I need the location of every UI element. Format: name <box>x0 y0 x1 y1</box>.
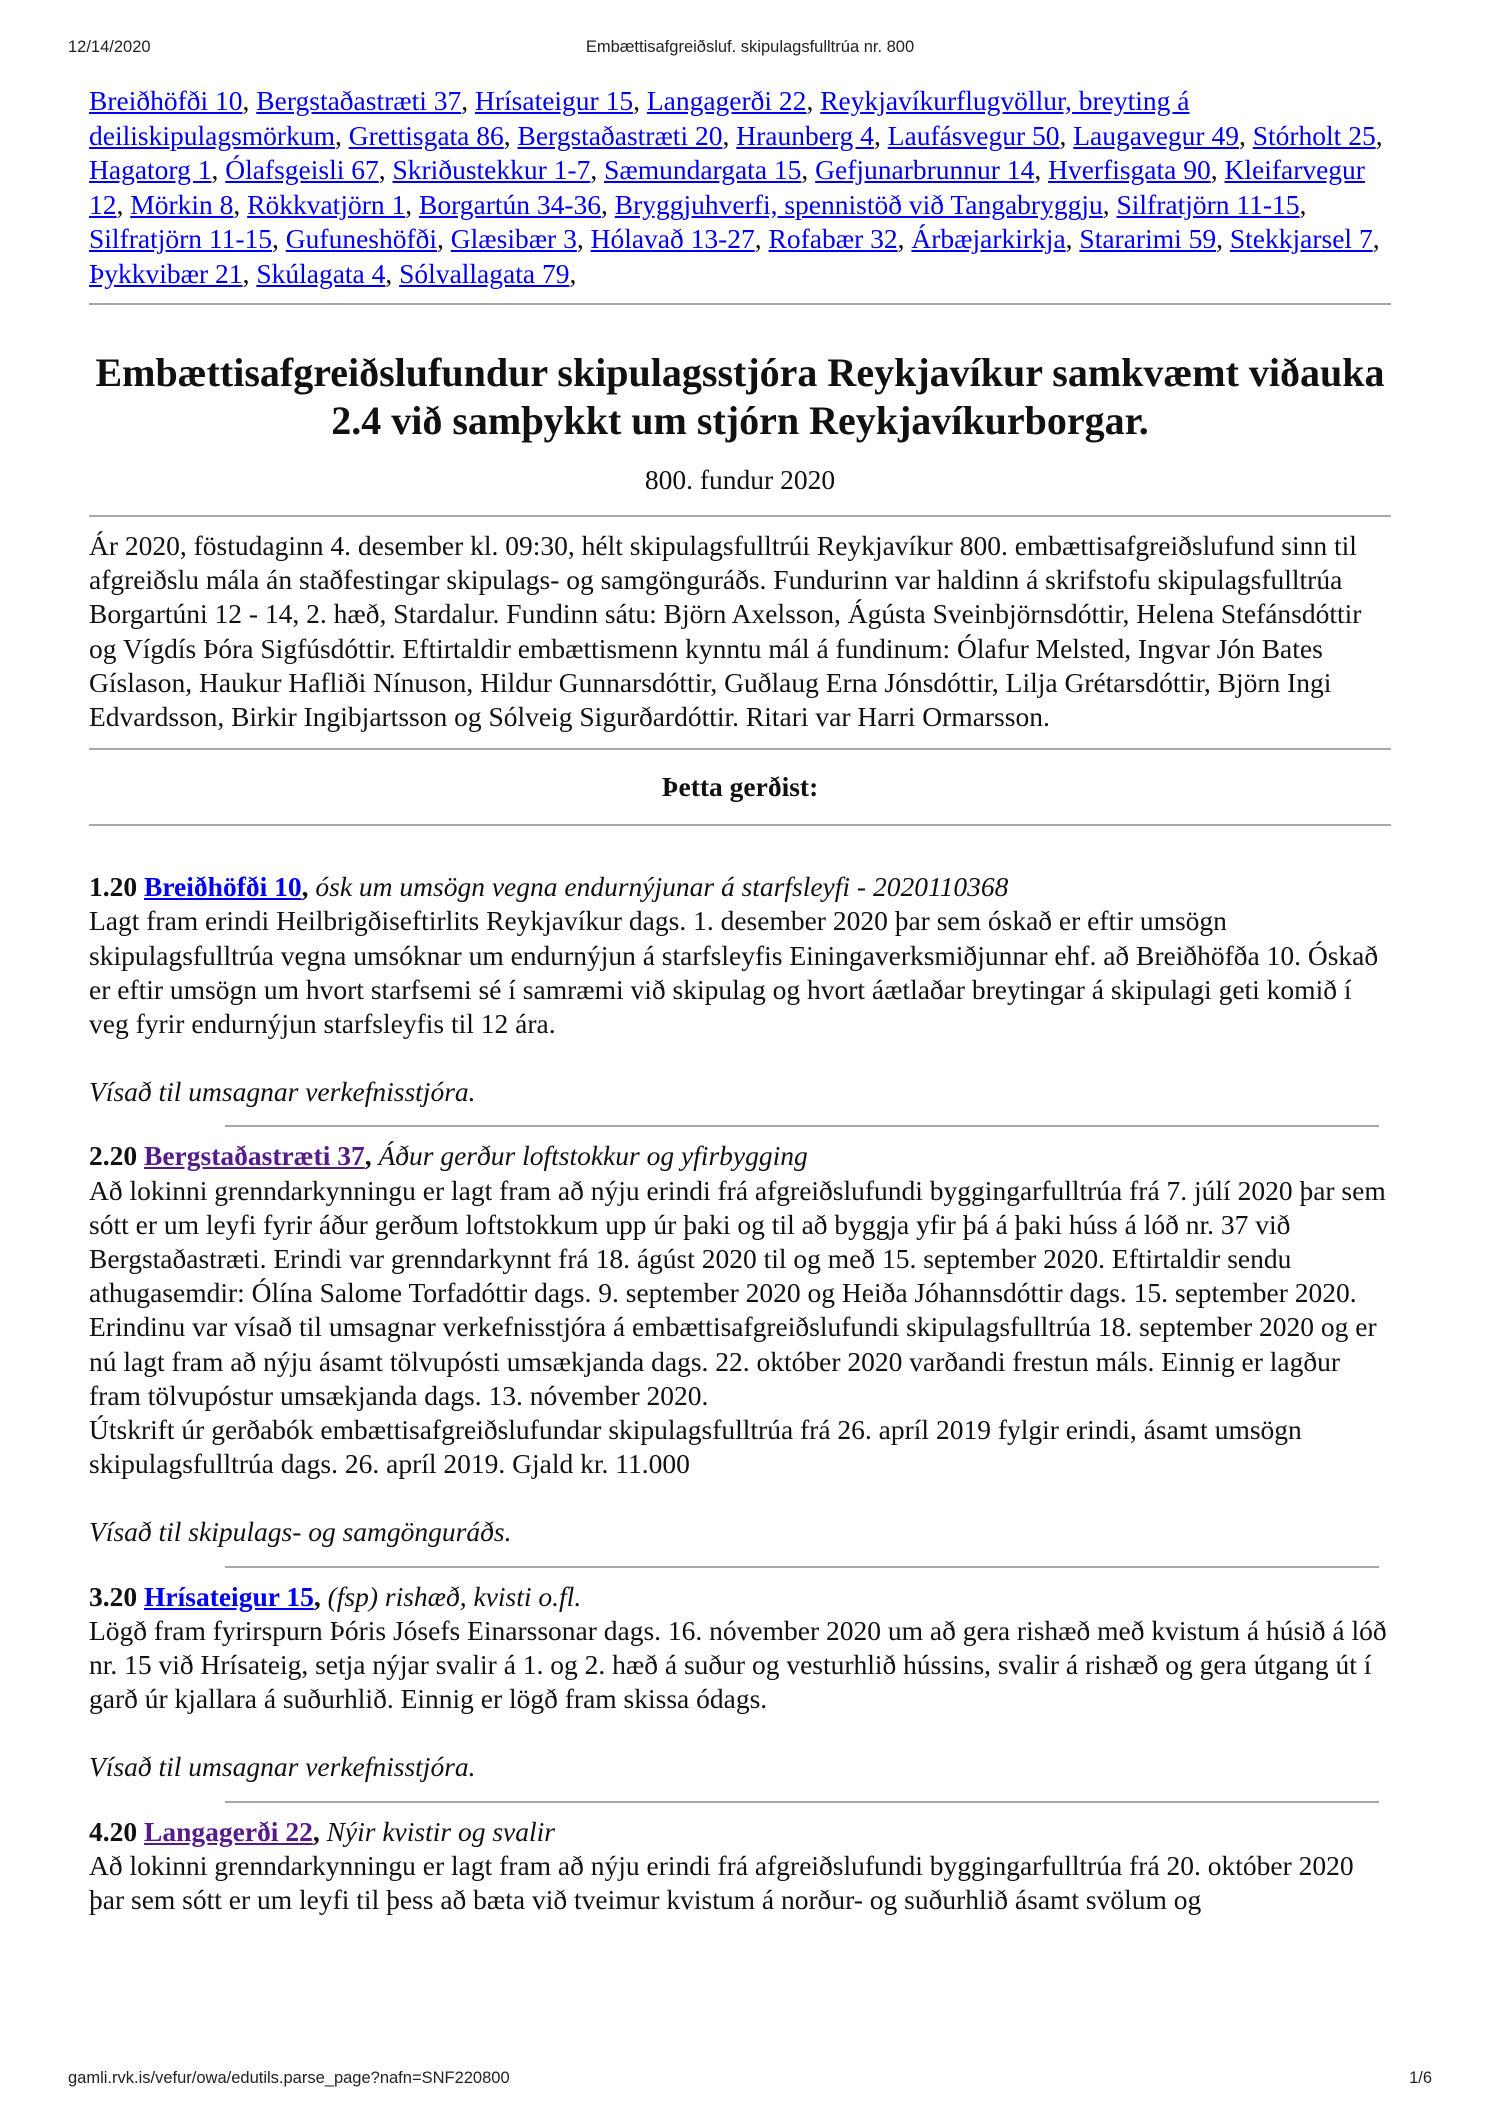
address-link[interactable]: Hólavað 13-27 <box>590 223 755 254</box>
address-link[interactable]: Breiðhöfði 10 <box>89 85 243 116</box>
item-description: Áður gerður loftstokkur og yfirbygging <box>378 1140 808 1172</box>
item-description: ósk um umsögn vegna endurnýjunar á starfsleyfi - 2020110368 <box>315 871 1009 903</box>
divider <box>225 1801 1379 1803</box>
print-date: 12/14/2020 <box>68 38 151 56</box>
divider <box>89 748 1391 750</box>
address-link[interactable]: Langagerði 22 <box>646 85 807 116</box>
print-footer <box>68 2069 1432 2093</box>
address-link[interactable]: Rökkvatjörn 1 <box>247 188 406 220</box>
address-link[interactable]: Rofabær 32 <box>768 223 898 254</box>
address-link[interactable]: Kleifarvegur 12 <box>89 154 1365 220</box>
address-link[interactable]: Reykjavíkurflugvöllur, breyting á deiliskipulagsmörkum <box>89 85 1190 151</box>
address-link[interactable]: Silfratjörn 11-15 <box>89 223 273 254</box>
page-content <box>89 84 1391 1917</box>
print-page-number: 1/6 <box>1409 2069 1432 2087</box>
address-link[interactable]: Grettisgata 86 <box>348 119 504 151</box>
divider <box>89 303 1391 305</box>
agenda-item <box>89 870 1391 1109</box>
agenda-item-heading: 3.20 Hrísateigur 15, (fsp) rishæð, kvisti o.fl. <box>89 1580 582 1612</box>
meeting-number: 800. fundur 2020 <box>644 464 836 495</box>
item-conclusion: Vísað til skipulags- og samgönguráðs. <box>89 1516 512 1548</box>
section-heading: Þetta gerðist: <box>661 771 819 803</box>
address-link[interactable]: Mörkin 8 <box>130 188 234 220</box>
item-conclusion: Vísað til umsagnar verkefnisstjóra. <box>89 1751 476 1783</box>
address-link[interactable]: Hrísateigur 15 <box>475 85 634 116</box>
address-link[interactable]: Skúlagata 4 <box>256 257 386 289</box>
item-paragraph: Lögð fram fyrirspurn Þóris Jósefs Einarssonar dags. 16. nóvember 2020 um að gera rishæð með kvistum á húsið á lóð nr. 15 við Hrísateig, setja nýjar svalir á 1. og 2. hæð á suður og vesturhlið hússins, svalir á rishæð og gera útgang út í garð úr kjallara á suðurhlið. Einnig er lögð fram skissa ódags. <box>89 1614 1387 1715</box>
divider <box>225 1125 1379 1127</box>
divider <box>89 515 1391 517</box>
agenda-item <box>89 1580 1391 1785</box>
item-paragraph: Að lokinni grenndarkynningu er lagt fram að nýju erindi frá afgreiðslufundi byggingarfulltrúa frá 7. júlí 2020 þar sem sótt er um leyfi fyrir áður gerðum loftstokkum upp úr þaki og til að byggja yfir þá á þaki húss á lóð nr. 37 við Bergstaðastræti. Erindi var grenndarkynnt frá 18. ágúst 2020 til og með 15. september 2020. Eftirtaldir sendu athugasemdir: Ólína Salome Torfadóttir dags. 9. september 2020 og Heiða Jóhannsdóttir dags. 15. september 2020. Erindinu var vísað til umsagnar verkefnisstjóra á embættisafgreiðslufundi skipulagsfulltrúa 18. september 2020 og er nú lagt fram að nýju ásamt tölvupósti umsækjanda dags. 22. október 2020 varðandi frestun máls. Einnig er lagður fram tölvupóstur umsækjanda dags. 13. nóvember 2020. <box>89 1174 1386 1411</box>
item-description: (fsp) rishæð, kvisti o.fl. <box>327 1580 582 1612</box>
address-link[interactable]: Sæmundargata 15 <box>604 154 802 185</box>
address-link[interactable]: Hraunberg 4 <box>736 119 874 151</box>
address-link[interactable]: Gufuneshöfði <box>285 223 438 254</box>
address-link[interactable]: Borgartún 34-36 <box>419 188 602 220</box>
address-link[interactable]: Sólvallagata 79 <box>399 257 570 289</box>
item-number: 2.20 <box>89 1140 138 1172</box>
divider <box>89 824 1391 826</box>
address-link[interactable]: Stórholt 25 <box>1252 119 1376 151</box>
address-link[interactable]: Silfratjörn 11-15 <box>1116 188 1300 220</box>
address-link[interactable]: Stekkjarsel 7 <box>1229 223 1373 254</box>
agenda-item-heading: 1.20 Breiðhöfði 10, ósk um umsögn vegna endurnýjunar á starfsleyfi - 2020110368 <box>89 871 1009 903</box>
address-link[interactable]: Laufásvegur 50 <box>887 119 1060 151</box>
address-link[interactable]: Ólafsgeisli 67 <box>225 154 379 185</box>
item-address-link[interactable]: Hrísateigur 15 <box>144 1580 314 1612</box>
print-url: gamli.rvk.is/vefur/owa/edutils.parse_page?nafn=SNF220800 <box>68 2069 510 2087</box>
address-link[interactable]: Laugavegur 49 <box>1073 119 1239 151</box>
agenda-item-heading: 2.20 Bergstaðastræti 37, Áður gerður loftstokkur og yfirbygging <box>89 1140 808 1172</box>
print-header <box>68 38 1432 62</box>
item-number: 4.20 <box>89 1815 138 1847</box>
meeting-intro: Ár 2020, föstudaginn 4. desember kl. 09:30, hélt skipulagsfulltrúi Reykjavíkur 800. embættisafgreiðslufund sinn til afgreiðslu mála án staðfestingar skipulags- og samgönguráðs. Fundurinn var haldinn á skrifstofu skipulagsfulltrúa Borgartúni 12 - 14, 2. hæð, Stardalur. Fundinn sátu: Björn Axelsson, Ágústa Sveinbjörnsdóttir, Helena Stefánsdóttir og Vígdís Þóra Sigfúsdóttir. Eftirtaldir embættismenn kynntu mál á fundinum: Ólafur Melsted, Ingvar Jón Bates Gíslason, Haukur Hafliði Nínuson, Hildur Gunnarsdóttir, Guðlaug Erna Jónsdóttir, Lilja Grétarsdóttir, Björn Ingi Edvardsson, Birkir Ingibjartsson og Sólveig Sigurðardóttir. Ritari var Harri Ormarsson. <box>89 530 1362 733</box>
agenda-item-heading: 4.20 Langagerði 22, Nýir kvistir og svalir <box>89 1815 555 1847</box>
agenda-item <box>89 1139 1391 1549</box>
address-link[interactable]: Hverfisgata 90 <box>1048 154 1211 185</box>
item-description: Nýir kvistir og svalir <box>326 1815 555 1847</box>
address-link[interactable]: Gefjunarbrunnur 14 <box>815 154 1035 185</box>
item-address-link[interactable]: Langagerði 22 <box>144 1815 313 1847</box>
item-paragraph: Lagt fram erindi Heilbrigðiseftirlits Reykjavíkur dags. 1. desember 2020 þar sem óskað er eftir umsögn skipulagsfulltrúa vegna umsóknar um endurnýjun á starfsleyfis Einingaverksmiðjunnar ehf. að Breiðhöfða 10. Óskað er eftir umsögn um hvort starfsemi sé í samræmi við skipulag og hvort áætlaðar breytingar á skipulagi geti komið í veg fyrir endurnýjun starfsleyfis til 12 ára. <box>89 905 1379 1040</box>
address-link[interactable]: Bergstaðastræti 37 <box>256 85 462 116</box>
address-link[interactable]: Þykkvibær 21 <box>89 257 243 289</box>
address-link-list: Breiðhöfði 10, Bergstaðastræti 37, Hrísateigur 15, Langagerði 22, Reykjavíkurflugvöllur, breyting á deiliskipulagsmörkum, Grettisgata 86, Bergstaðastræti 20, Hraunberg 4, Laufásvegur 50, Laugavegur 49, Stórholt 25, Hagatorg 1, Ólafsgeisli 67, Skriðustekkur 1-7, Sæmundargata 15, Gefjunarbrunnur 14, Hverfisgata 90, Kleifarvegur 12, Mörkin 8, Rökkvatjörn 1, Borgartún 34-36, Bryggjuhverfi, spennistöð við Tangabryggju, Silfratjörn 11-15, Silfratjörn 11-15, Gufuneshöfði, Glæsibær 3, Hólavað 13-27, Rofabær 32, Árbæjarkirkja, Stararimi 59, Stekkjarsel 7, Þykkvibær 21, Skúlagata 4, Sólvallagata 79, <box>89 85 1383 289</box>
item-conclusion: Vísað til umsagnar verkefnisstjóra. <box>89 1076 476 1108</box>
item-number: 1.20 <box>89 871 138 903</box>
item-paragraph: Að lokinni grenndarkynningu er lagt fram að nýju erindi frá afgreiðslufundi byggingarfulltrúa frá 20. október 2020 þar sem sótt er um leyfi til þess að bæta við tveimur kvistum á norður- og suðurhlið ásamt svölum og <box>89 1849 1354 1916</box>
address-link[interactable]: Hagatorg 1 <box>89 154 212 185</box>
address-link[interactable]: Glæsibær 3 <box>450 223 577 254</box>
print-title: Embættisafgreiðsluf. skipulagsfulltrúa nr. 800 <box>585 38 915 56</box>
divider <box>225 1566 1379 1568</box>
item-paragraph: Útskrift úr gerðabók embættisafgreiðslufundar skipulagsfulltrúa frá 26. apríl 2019 fylgir erindi, ásamt umsögn skipulagsfulltrúa dags. 26. apríl 2019. Gjald kr. 11.000 <box>89 1414 1302 1480</box>
agenda-item <box>89 1815 1391 1918</box>
page-title: Embættisafgreiðslufundur skipulagsstjóra Reykjavíkur samkvæmt viðauka 2.4 við samþykkt um stjórn Reykjavíkurborgar. <box>95 350 1385 443</box>
item-address-link[interactable]: Bergstaðastræti 37 <box>144 1140 365 1172</box>
address-link[interactable]: Stararimi 59 <box>1079 223 1217 254</box>
item-number: 3.20 <box>89 1580 138 1612</box>
item-address-link[interactable]: Breiðhöfði 10 <box>144 871 302 903</box>
address-link[interactable]: Árbæjarkirkja <box>911 223 1066 254</box>
address-link[interactable]: Bergstaðastræti 20 <box>517 119 723 151</box>
address-link[interactable]: Skriðustekkur 1-7 <box>392 154 591 185</box>
address-link[interactable]: Bryggjuhverfi, spennistöð við Tangabryggju <box>614 188 1103 220</box>
